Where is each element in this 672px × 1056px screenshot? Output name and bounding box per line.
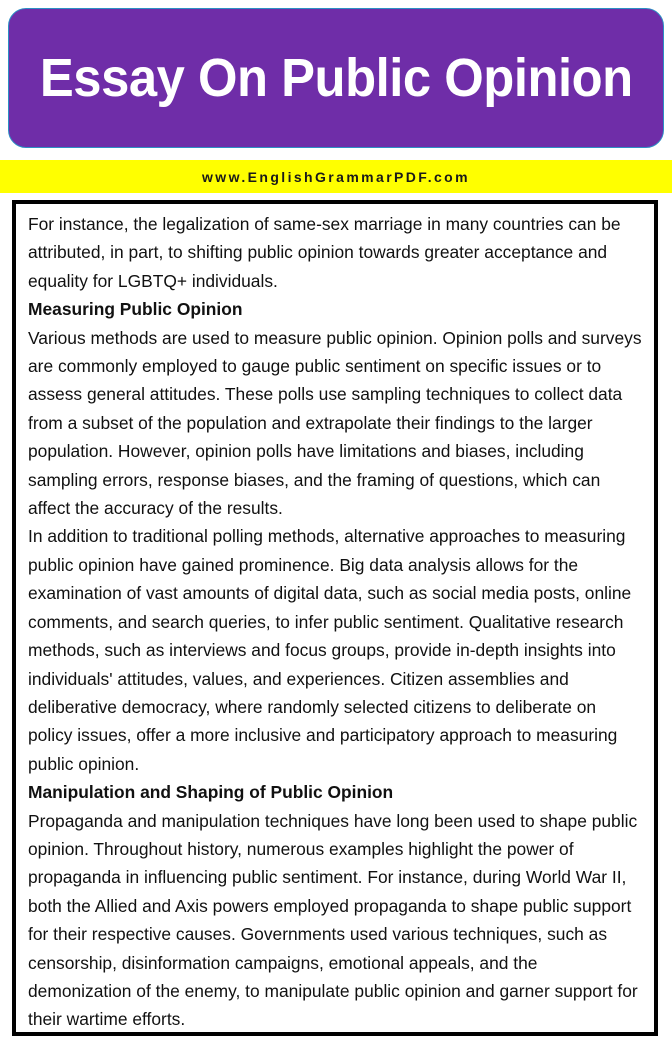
section-heading: Measuring Public Opinion	[28, 299, 243, 320]
essay-paragraph: In addition to traditional polling methods, alternative approaches to measuring public opinion have gained prominence. Big data analysis allows for the examination of vast amounts of digital data, such as social media posts, online comments, and search queries, to infer public sentiment. Qualitative research methods, such as interviews and focus groups, provide in-depth insights into individuals' attitudes, values, and experiences. Citizen assemblies and deliberative democracy, where randomly selected citizens to deliberate on policy issues, offer a more inclusive and participatory approach to measuring public opinion.	[28, 526, 632, 774]
essay-paragraph: Propaganda and manipulation techniques have long been used to shape public opinion. Throughout history, numerous examples highlight the power of propaganda in influencing public sentiment. For instance, during World War II, both the Allied and Axis powers employed propaganda to shape public support for their respective causes. Governments used various techniques, such as censorship, disinformation campaigns, emotional appeals, and the demonization of the enemy, to manipulate public opinion and garner support for their wartime efforts.	[28, 810, 638, 1030]
section-heading: Manipulation and Shaping of Public Opinion	[28, 782, 394, 803]
essay-paragraph: Various methods are used to measure public opinion. Opinion polls and surveys are commonly employed to gauge public sentiment on specific issues or to assess general attitudes. These polls use sampling techniques to collect data from a subset of the population and extrapolate their findings to the larger population. However, opinion polls have limitations and biases, including sampling errors, response biases, and the framing of questions, which can affect the accuracy of the results.	[28, 327, 642, 519]
website-url: www.EnglishGrammarPDF.com	[202, 168, 470, 185]
essay-paragraph: For instance, the legalization of same-sex marriage in many countries can be attributed, in part, to shifting public opinion towards greater acceptance and equality for LGBTQ+ individuals.	[28, 214, 621, 291]
website-url-strip	[0, 160, 672, 193]
page-title: Essay On Public Opinion	[39, 48, 633, 108]
essay-body	[28, 210, 644, 1034]
title-banner	[8, 8, 664, 148]
essay-content-box	[12, 200, 658, 1036]
